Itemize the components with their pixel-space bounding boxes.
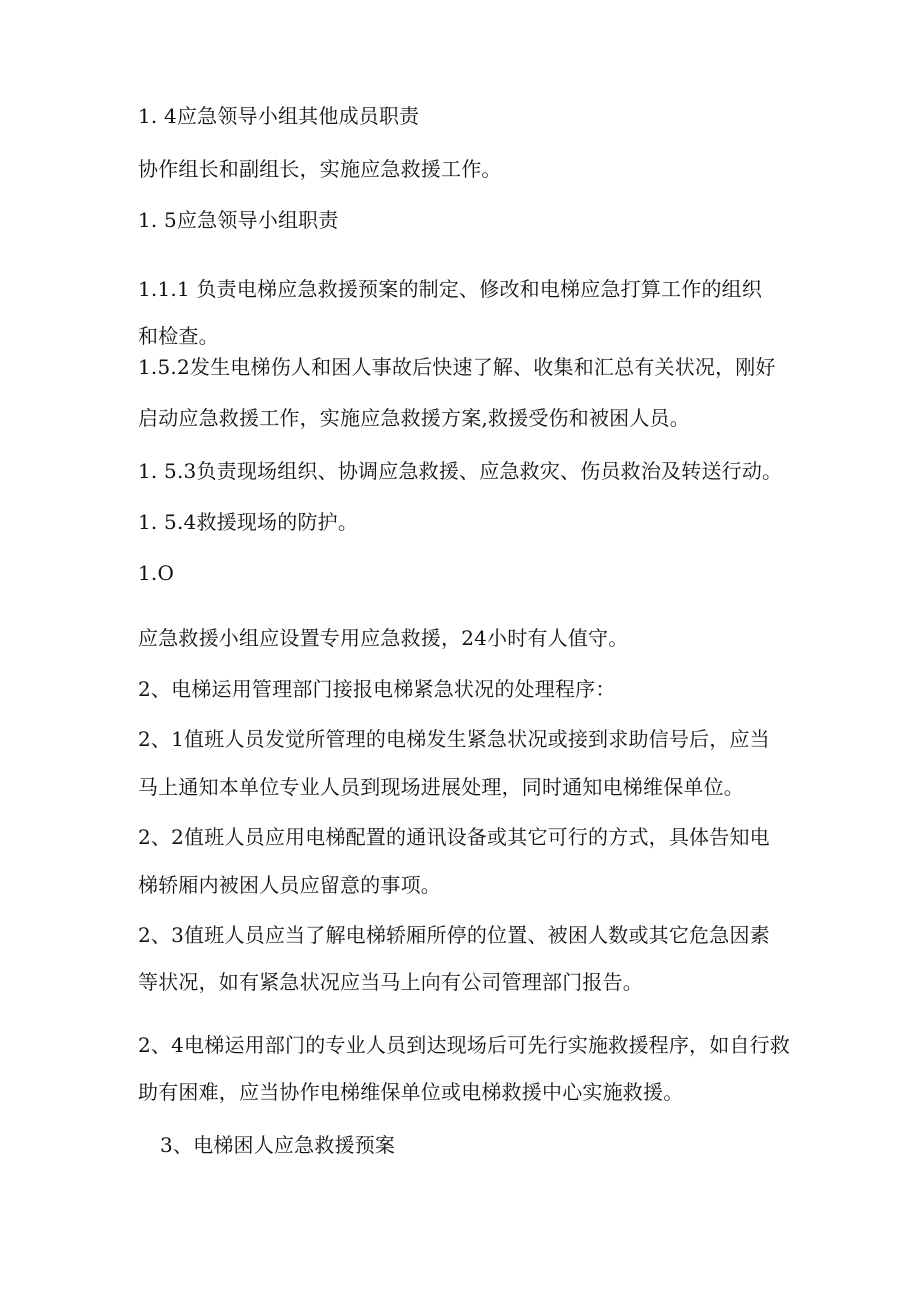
paragraph-line: 马上通知本单位专业人员到现场进展处理，同时通知电梯维保单位。 xyxy=(138,775,744,799)
heading-2: 2、电梯运用管理部门接报电梯紧急状况的处理程序： xyxy=(138,677,616,701)
item-2-4: 2、4电梯运用部门的专业人员到达现场后可先行实施救援程序，如自行救 xyxy=(138,1033,791,1057)
heading-3: 3、电梯困人应急救援预案 xyxy=(160,1133,396,1157)
item-1-5-3: 1. 5.3负责现场组织、协调应急救援、应急救灾、伤员救治及转送行动。 xyxy=(138,459,783,483)
heading-1-5: 1. 5应急领导小组职责 xyxy=(138,208,339,232)
item-2-1: 2、1值班人员发觉所管理的电梯发生紧急状况或接到求助信号后，应当 xyxy=(138,727,770,751)
item-2-2: 2、2值班人员应用电梯配置的通讯设备或其它可行的方式，具体告知电 xyxy=(138,825,770,849)
paragraph-line: 助有困难，应当协作电梯维保单位或电梯救援中心实施救援。 xyxy=(138,1080,684,1104)
paragraph-line: 等状况，如有紧急状况应当马上向有公司管理部门报告。 xyxy=(138,970,643,994)
paragraph-line: 协作组长和副组长，实施应急救援工作。 xyxy=(138,157,502,181)
paragraph-line: 应急救援小组应设置专用应急救援，24小时有人值守。 xyxy=(138,626,629,650)
item-1-5-4: 1. 5.4救援现场的防护。 xyxy=(138,510,359,534)
paragraph-line: 和检查。 xyxy=(138,324,219,348)
item-1-1-1: 1.1.1 负责电梯应急救援预案的制定、修改和电梯应急打算工作的组织 xyxy=(138,277,763,301)
item-2-3: 2、3值班人员应当了解电梯轿厢所停的位置、被困人数或其它危急因素 xyxy=(138,923,770,947)
heading-1-o: 1.O xyxy=(138,561,175,585)
paragraph-line: 梯轿厢内被困人员应留意的事项。 xyxy=(138,873,441,897)
item-1-5-2: 1.5.2发生电梯伤人和困人事故后快速了解、收集和汇总有关状况，刚好 xyxy=(138,355,776,379)
heading-1-4: 1. 4应急领导小组其他成员职责 xyxy=(138,104,420,128)
paragraph-line: 启动应急救援工作，实施应急救援方案,救援受伤和被困人员。 xyxy=(138,406,690,430)
